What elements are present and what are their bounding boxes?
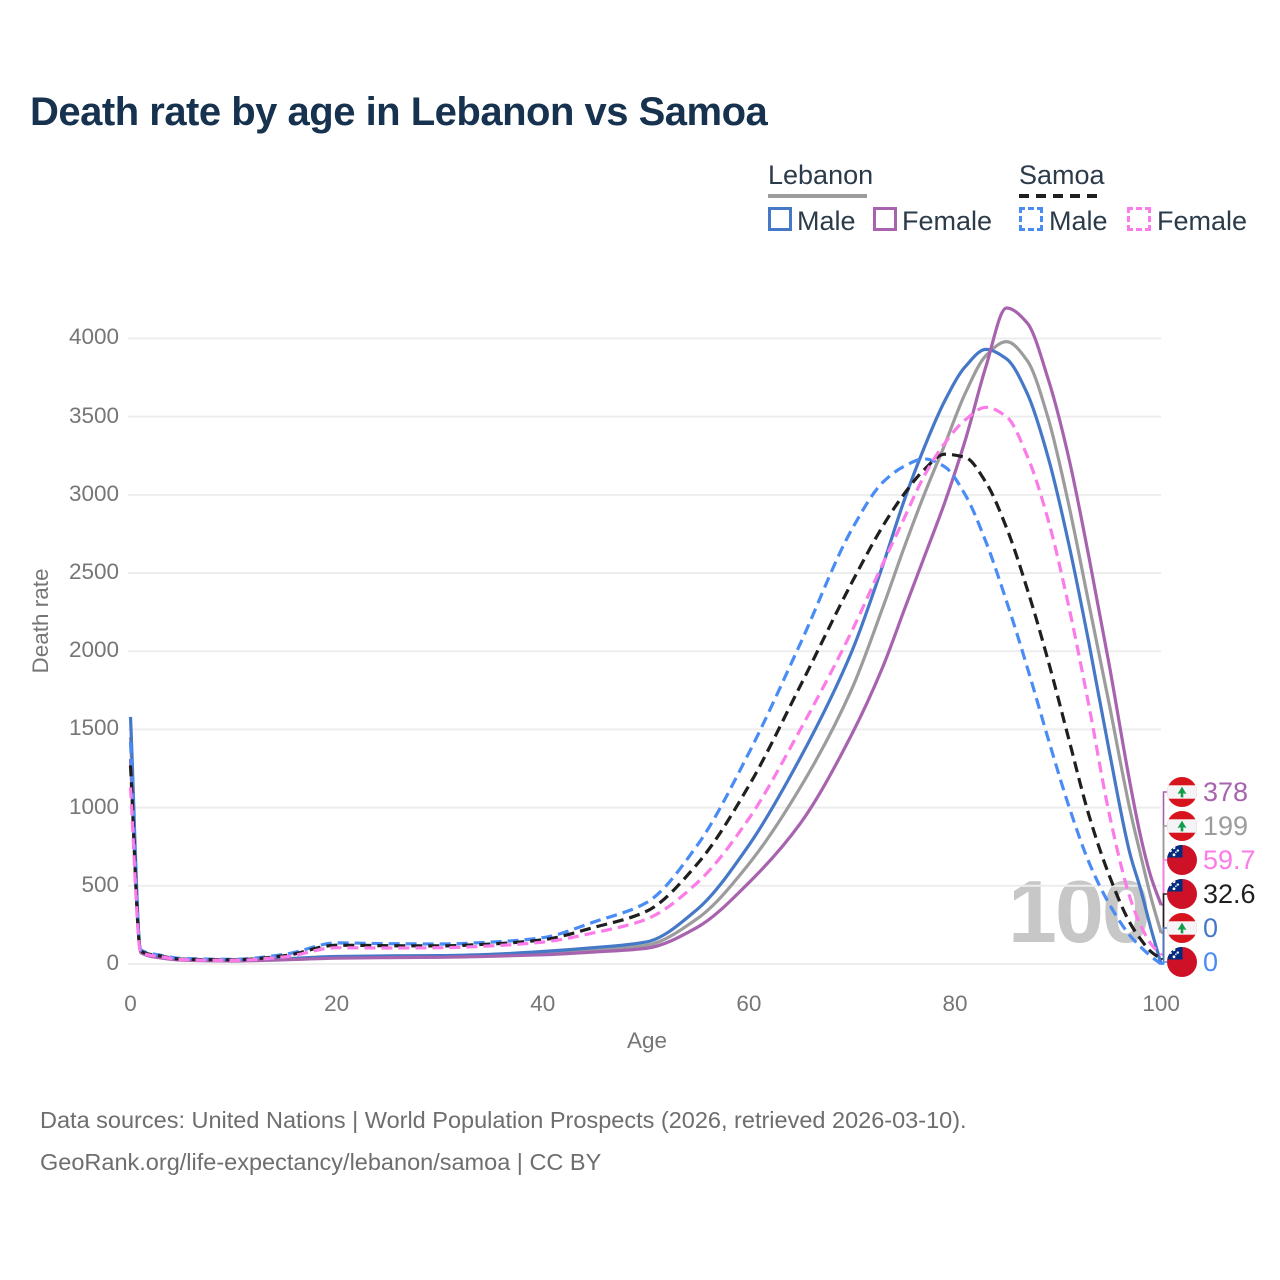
lebanon-flag-icon [1167, 811, 1197, 841]
legend-item-lebanon-male[interactable]: Male [797, 206, 856, 236]
lebanon-flag-icon [1167, 777, 1197, 807]
y-tick-label: 3000 [68, 480, 119, 506]
lebanon-flag-icon [1167, 913, 1197, 943]
line-samoa-female[interactable] [131, 407, 1162, 960]
hover-age-watermark: 100 [1008, 862, 1149, 961]
y-tick-label: 3500 [68, 402, 119, 428]
line-samoa-male[interactable] [131, 459, 1162, 964]
y-axis-title: Death rate [28, 568, 53, 674]
y-tick-label: 500 [81, 871, 119, 897]
x-tick-label: 100 [1142, 991, 1180, 1016]
y-tick-label: 1000 [68, 793, 119, 819]
y-tick-label: 2000 [68, 637, 119, 663]
line-lebanon-male[interactable] [131, 349, 1162, 964]
samoa-flag-icon [1167, 845, 1197, 875]
end-value-label-samoa-both: 32.6 [1203, 879, 1256, 909]
end-value-label-lebanon-female: 378 [1203, 777, 1249, 807]
y-tick-label: 4000 [68, 324, 119, 350]
y-tick-label: 0 [106, 950, 119, 975]
end-value-label-lebanon-both: 199 [1203, 811, 1249, 841]
legend-group-label-samoa: Samoa [1019, 160, 1105, 190]
x-axis-title: Age [626, 1028, 668, 1053]
x-tick-label: 40 [530, 991, 556, 1016]
x-tick-label: 0 [124, 991, 137, 1016]
y-tick-label: 2500 [68, 559, 119, 585]
legend-item-lebanon-female[interactable]: Female [902, 206, 993, 236]
end-value-label-lebanon-male: 0 [1203, 913, 1219, 943]
samoa-flag-icon [1167, 879, 1197, 909]
footer-url: GeoRank.org/life-expectancy/lebanon/samoa | CC BY [40, 1149, 602, 1175]
legend-group-label-lebanon: Lebanon [768, 160, 874, 190]
end-value-label-samoa-male: 0 [1203, 947, 1219, 977]
samoa-flag-icon [1167, 947, 1197, 977]
footer-sources: Data sources: United Nations | World Population Prospects (2026, retrieved 2026-03-10). [40, 1107, 967, 1133]
end-value-label-samoa-female: 59.7 [1203, 845, 1256, 875]
legend-item-samoa-male[interactable]: Male [1049, 206, 1108, 236]
x-tick-label: 60 [736, 991, 762, 1016]
line-samoa-both[interactable] [131, 454, 1162, 960]
page-title: Death rate by age in Lebanon vs Samoa [30, 90, 768, 134]
x-tick-label: 20 [324, 991, 350, 1016]
x-tick-label: 80 [942, 991, 968, 1016]
legend-item-samoa-female[interactable]: Female [1157, 206, 1248, 236]
line-lebanon-female[interactable] [131, 308, 1162, 961]
y-tick-label: 1500 [68, 715, 119, 741]
